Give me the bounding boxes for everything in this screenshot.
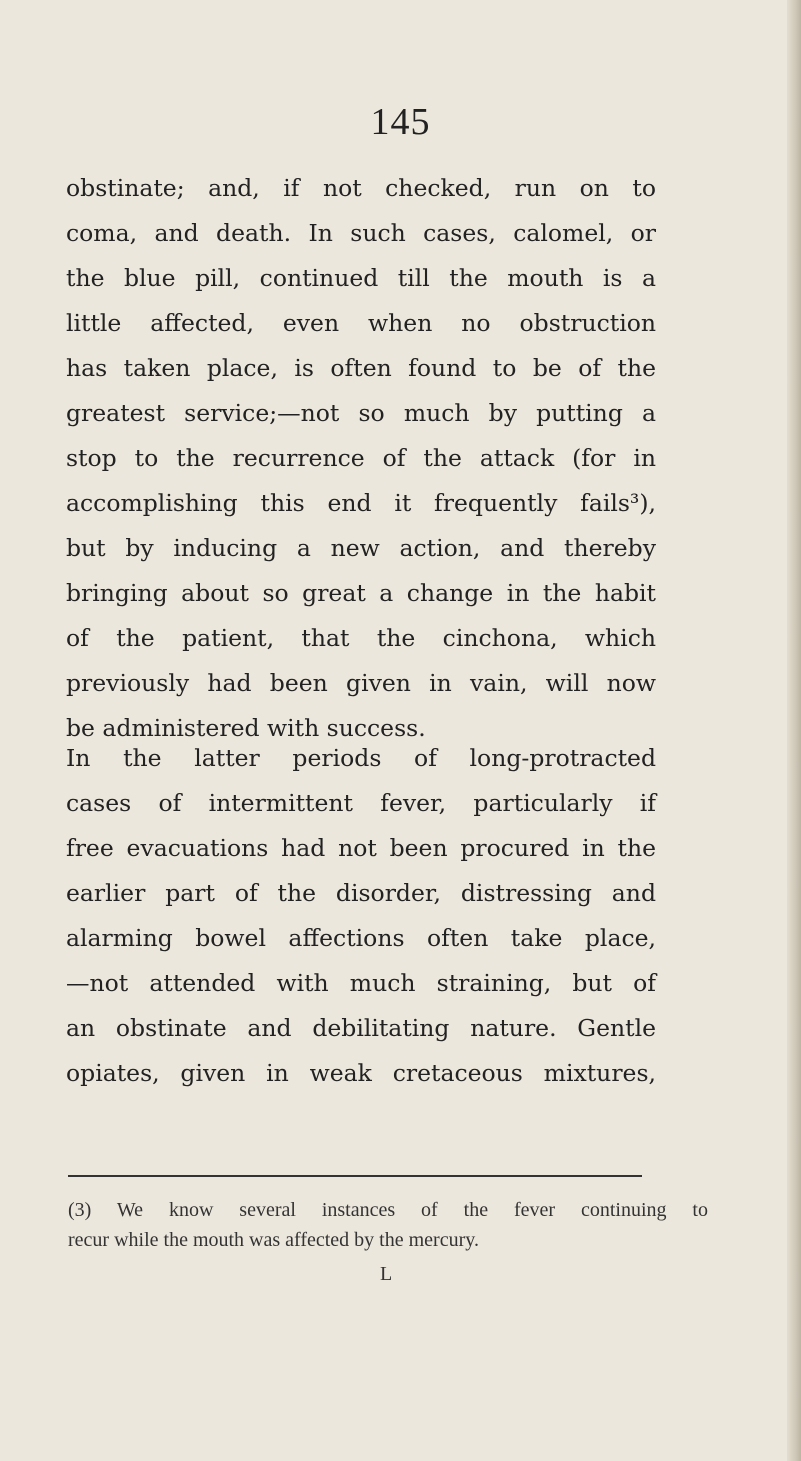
- text-line: has taken place, is often found to be of the: [66, 354, 656, 382]
- text-line: accomplishing this end it frequently fails³),: [66, 489, 656, 517]
- text-line: previously had been given in vain, will now: [66, 669, 656, 697]
- text-line: cases of intermittent fever, particularly if: [66, 789, 656, 817]
- footnote-line: (3) We know several instances of the fever continuing to: [68, 1199, 708, 1221]
- text-line: coma, and death. In such cases, calomel, or: [66, 219, 656, 247]
- signature-mark: L: [380, 1263, 393, 1285]
- text-line: obstinate; and, if not checked, run on to: [66, 174, 656, 202]
- text-line: an obstinate and debilitating nature. Gentle: [66, 1014, 656, 1042]
- footnote-line: recur while the mouth was affected by the mercury.: [68, 1229, 479, 1251]
- text-line: the blue pill, continued till the mouth is a: [66, 264, 656, 292]
- text-line: stop to the recurrence of the attack (for in: [66, 444, 656, 472]
- text-line: free evacuations had not been procured in the: [66, 834, 656, 862]
- text-line: alarming bowel affections often take place,: [66, 924, 656, 952]
- text-line: —not attended with much straining, but of: [66, 969, 656, 997]
- text-line: greatest service;—not so much by putting a: [66, 399, 656, 427]
- text-line: opiates, given in weak cretaceous mixtures,: [66, 1059, 656, 1087]
- text-line: earlier part of the disorder, distressing and: [66, 879, 656, 907]
- paragraph-1: [66, 166, 656, 751]
- footnote: [68, 1195, 708, 1255]
- text-line: but by inducing a new action, and thereby: [66, 534, 656, 562]
- page-edge: [787, 0, 801, 1461]
- footnote-rule: [68, 1175, 642, 1177]
- text-line: In the latter periods of long-protracted: [66, 744, 656, 772]
- text-line: be administered with success.: [66, 714, 426, 742]
- text-line: little affected, even when no obstruction: [66, 309, 656, 337]
- paragraph-2: [66, 736, 656, 1096]
- text-line: bringing about so great a change in the habit: [66, 579, 656, 607]
- text-line: of the patient, that the cinchona, which: [66, 624, 656, 652]
- page-number: 145: [370, 101, 431, 143]
